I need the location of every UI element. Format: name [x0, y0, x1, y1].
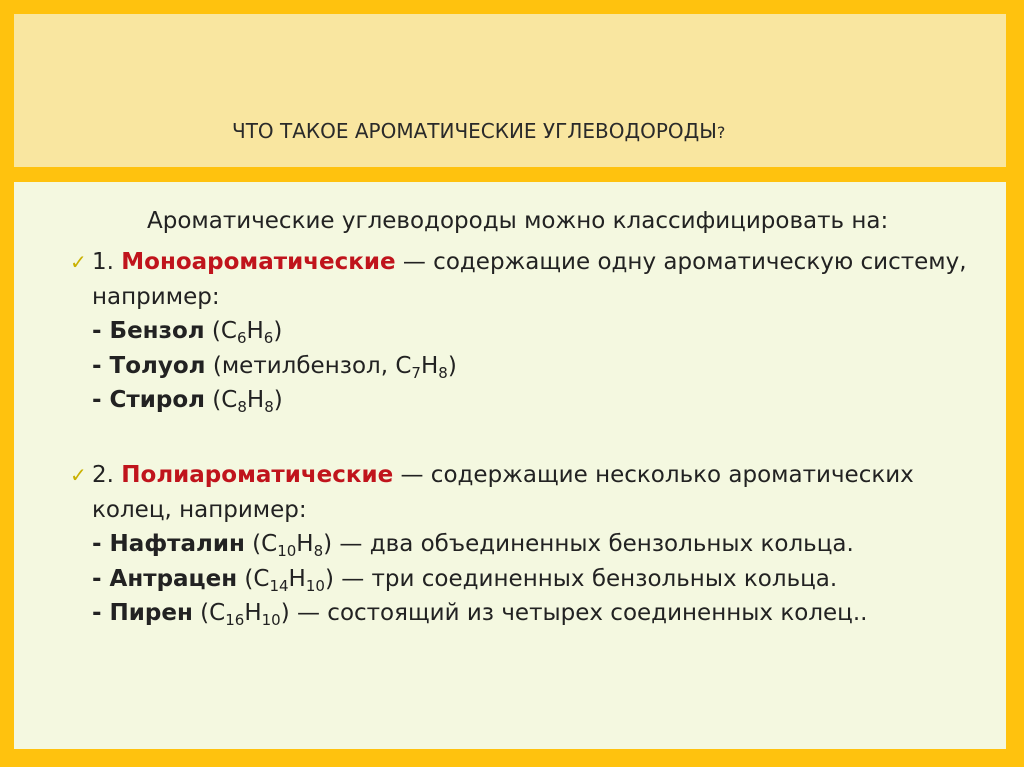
checkmark-icon: ✓	[70, 250, 87, 274]
list-item-polyaromatic	[70, 458, 914, 631]
group-heading: 1. Моноароматические — содержащие одну ароматическую систему,	[92, 249, 967, 275]
compound-item: - Нафталин $(C_{10}H_8)$ — два объединенных бензольных кольца.	[92, 531, 854, 560]
intro-text: Ароматические углеводороды можно классифицировать на:	[147, 208, 889, 234]
slide-title: ЧТО ТАКОЕ АРОМАТИЧЕСКИЕ УГЛЕВОДОРОДЫ?	[232, 119, 726, 143]
group-continuation: колец, например:	[92, 496, 307, 523]
group-continuation: например:	[92, 283, 220, 310]
compound-item: - Пирен $(C_{16}H_{10})$ — состоящий из четырех соединенных колец..	[92, 600, 868, 629]
compound-item: - Толуол (метилбензол, $C_7H_8$)	[92, 352, 457, 382]
compound-item: - Стирол $(C_8H_8)$	[92, 387, 283, 416]
group-heading: 2. Полиароматические — содержащие несколько ароматических	[92, 462, 914, 488]
compound-item: - Антрацен $(C_{14}H_{10})$ — три соединенных бензольных кольца.	[92, 565, 838, 595]
checkmark-icon: ✓	[70, 463, 87, 487]
list-item-monoaromatic	[70, 245, 967, 418]
title-panel	[14, 14, 1006, 167]
compound-item: - Бензол $(C_6H_6)$	[92, 318, 283, 347]
